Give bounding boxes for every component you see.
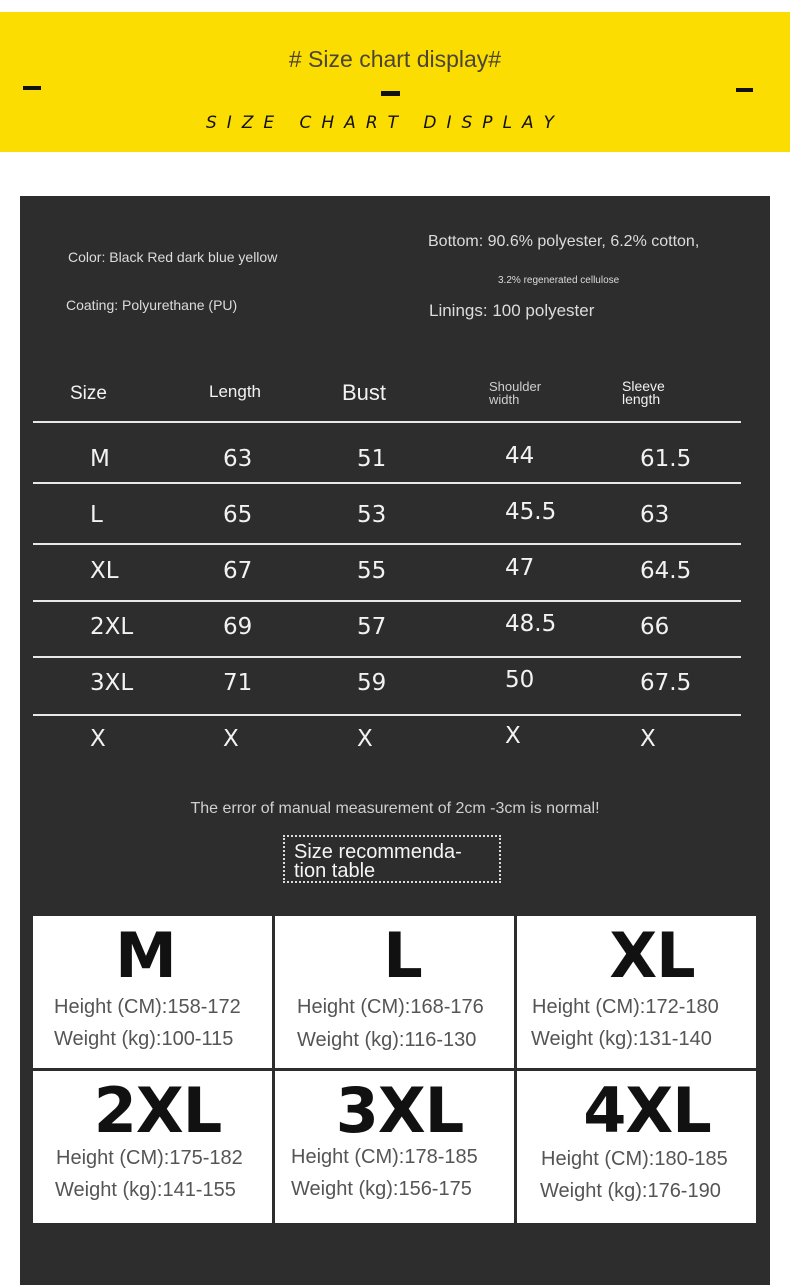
card-height: Height (CM):158-172 xyxy=(54,996,241,1018)
shoulder-cell: 44 xyxy=(505,443,535,469)
shoulder-cell: 45.5 xyxy=(505,499,557,525)
card-weight: Weight (kg):100-115 xyxy=(54,1028,234,1050)
table-divider xyxy=(33,656,741,658)
length-cell: 71 xyxy=(223,670,253,696)
sleeve-cell: 61.5 xyxy=(640,446,692,472)
bust-cell: 55 xyxy=(357,558,387,584)
header-sleeve-line2: length xyxy=(622,391,661,407)
card-weight: Weight (kg):176-190 xyxy=(540,1180,721,1202)
header-sleeve xyxy=(622,380,665,406)
card-size-label: 3XL xyxy=(335,1074,464,1147)
length-cell: 63 xyxy=(223,446,253,472)
linings-info: Linings: 100 polyester xyxy=(429,301,595,320)
length-cell: 65 xyxy=(223,502,253,528)
header-shoulder-line2: width xyxy=(489,392,520,407)
shoulder-cell: 48.5 xyxy=(505,611,557,637)
size-cell: L xyxy=(90,502,103,528)
size-recommendation-label xyxy=(283,835,501,883)
right-dash xyxy=(736,88,753,92)
size-cell: 3XL xyxy=(90,670,134,696)
table-divider xyxy=(33,543,741,545)
size-cell: X xyxy=(90,726,106,752)
header-length: Length xyxy=(209,382,261,401)
card-size-label: XL xyxy=(609,919,695,992)
size-cell: XL xyxy=(90,558,119,584)
recommendation-line2: tion table xyxy=(294,860,376,882)
size-card-2xl xyxy=(33,1071,272,1223)
size-card-xl xyxy=(517,916,756,1068)
card-size-label: 4XL xyxy=(583,1074,711,1147)
sleeve-cell: 67.5 xyxy=(640,670,692,696)
table-divider xyxy=(33,600,741,602)
bust-cell: 57 xyxy=(357,614,387,640)
card-weight: Weight (kg):116-130 xyxy=(297,1029,477,1051)
bottom-info-continued: 3.2% regenerated cellulose xyxy=(498,275,620,286)
size-card-3xl xyxy=(275,1071,514,1223)
header-shoulder-line1: Shoulder xyxy=(489,379,542,394)
header-sleeve-line1: Sleeve xyxy=(622,378,665,394)
sleeve-cell: 63 xyxy=(640,502,670,528)
card-size-label: L xyxy=(383,919,422,992)
header-bust: Bust xyxy=(342,380,387,405)
table-divider xyxy=(33,714,741,716)
measurement-note: The error of manual measurement of 2cm -3cm is normal! xyxy=(190,800,600,817)
header-shoulder xyxy=(489,380,541,406)
size-cell: 2XL xyxy=(90,614,134,640)
card-size-label: M xyxy=(115,919,176,992)
card-size-label: 2XL xyxy=(93,1074,222,1147)
recommendation-line1: Size recommenda- xyxy=(294,841,462,863)
bust-cell: 51 xyxy=(357,446,387,472)
header-size: Size xyxy=(70,383,107,404)
sleeve-cell: X xyxy=(640,726,656,752)
size-card-m xyxy=(33,916,272,1068)
length-cell: X xyxy=(223,726,239,752)
coating-info: Coating: Polyurethane (PU) xyxy=(66,297,238,313)
card-height: Height (CM):168-176 xyxy=(297,996,484,1018)
card-height: Height (CM):175-182 xyxy=(56,1147,243,1169)
card-height: Height (CM):172-180 xyxy=(532,996,719,1018)
left-dash xyxy=(23,86,41,90)
table-divider xyxy=(33,421,741,423)
shoulder-cell: 50 xyxy=(505,667,535,693)
card-weight: Weight (kg):156-175 xyxy=(291,1178,472,1200)
bust-cell: 53 xyxy=(357,502,387,528)
card-height: Height (CM):180-185 xyxy=(541,1148,728,1170)
banner-subtitle: SIZE CHART DISPLAY xyxy=(205,113,565,133)
bottom-info: Bottom: 90.6% polyester, 6.2% cotton, xyxy=(428,233,700,250)
length-cell: 69 xyxy=(223,614,253,640)
size-chart-panel xyxy=(20,196,770,1285)
shoulder-cell: 47 xyxy=(505,555,535,581)
size-card-4xl xyxy=(517,1071,756,1223)
sleeve-cell: 66 xyxy=(640,614,670,640)
header-banner xyxy=(0,12,790,152)
length-cell: 67 xyxy=(223,558,253,584)
shoulder-cell: X xyxy=(505,723,521,749)
center-dash xyxy=(381,91,400,96)
bust-cell: 59 xyxy=(357,670,387,696)
table-divider xyxy=(33,482,741,484)
card-weight: Weight (kg):131-140 xyxy=(531,1028,712,1050)
card-weight: Weight (kg):141-155 xyxy=(55,1179,236,1201)
card-height: Height (CM):178-185 xyxy=(291,1146,478,1168)
size-card-l xyxy=(275,916,514,1068)
color-info: Color: Black Red dark blue yellow xyxy=(68,249,278,265)
size-cell: M xyxy=(90,446,110,472)
banner-title: # Size chart display# xyxy=(288,46,502,72)
sleeve-cell: 64.5 xyxy=(640,558,692,584)
bust-cell: X xyxy=(357,726,373,752)
